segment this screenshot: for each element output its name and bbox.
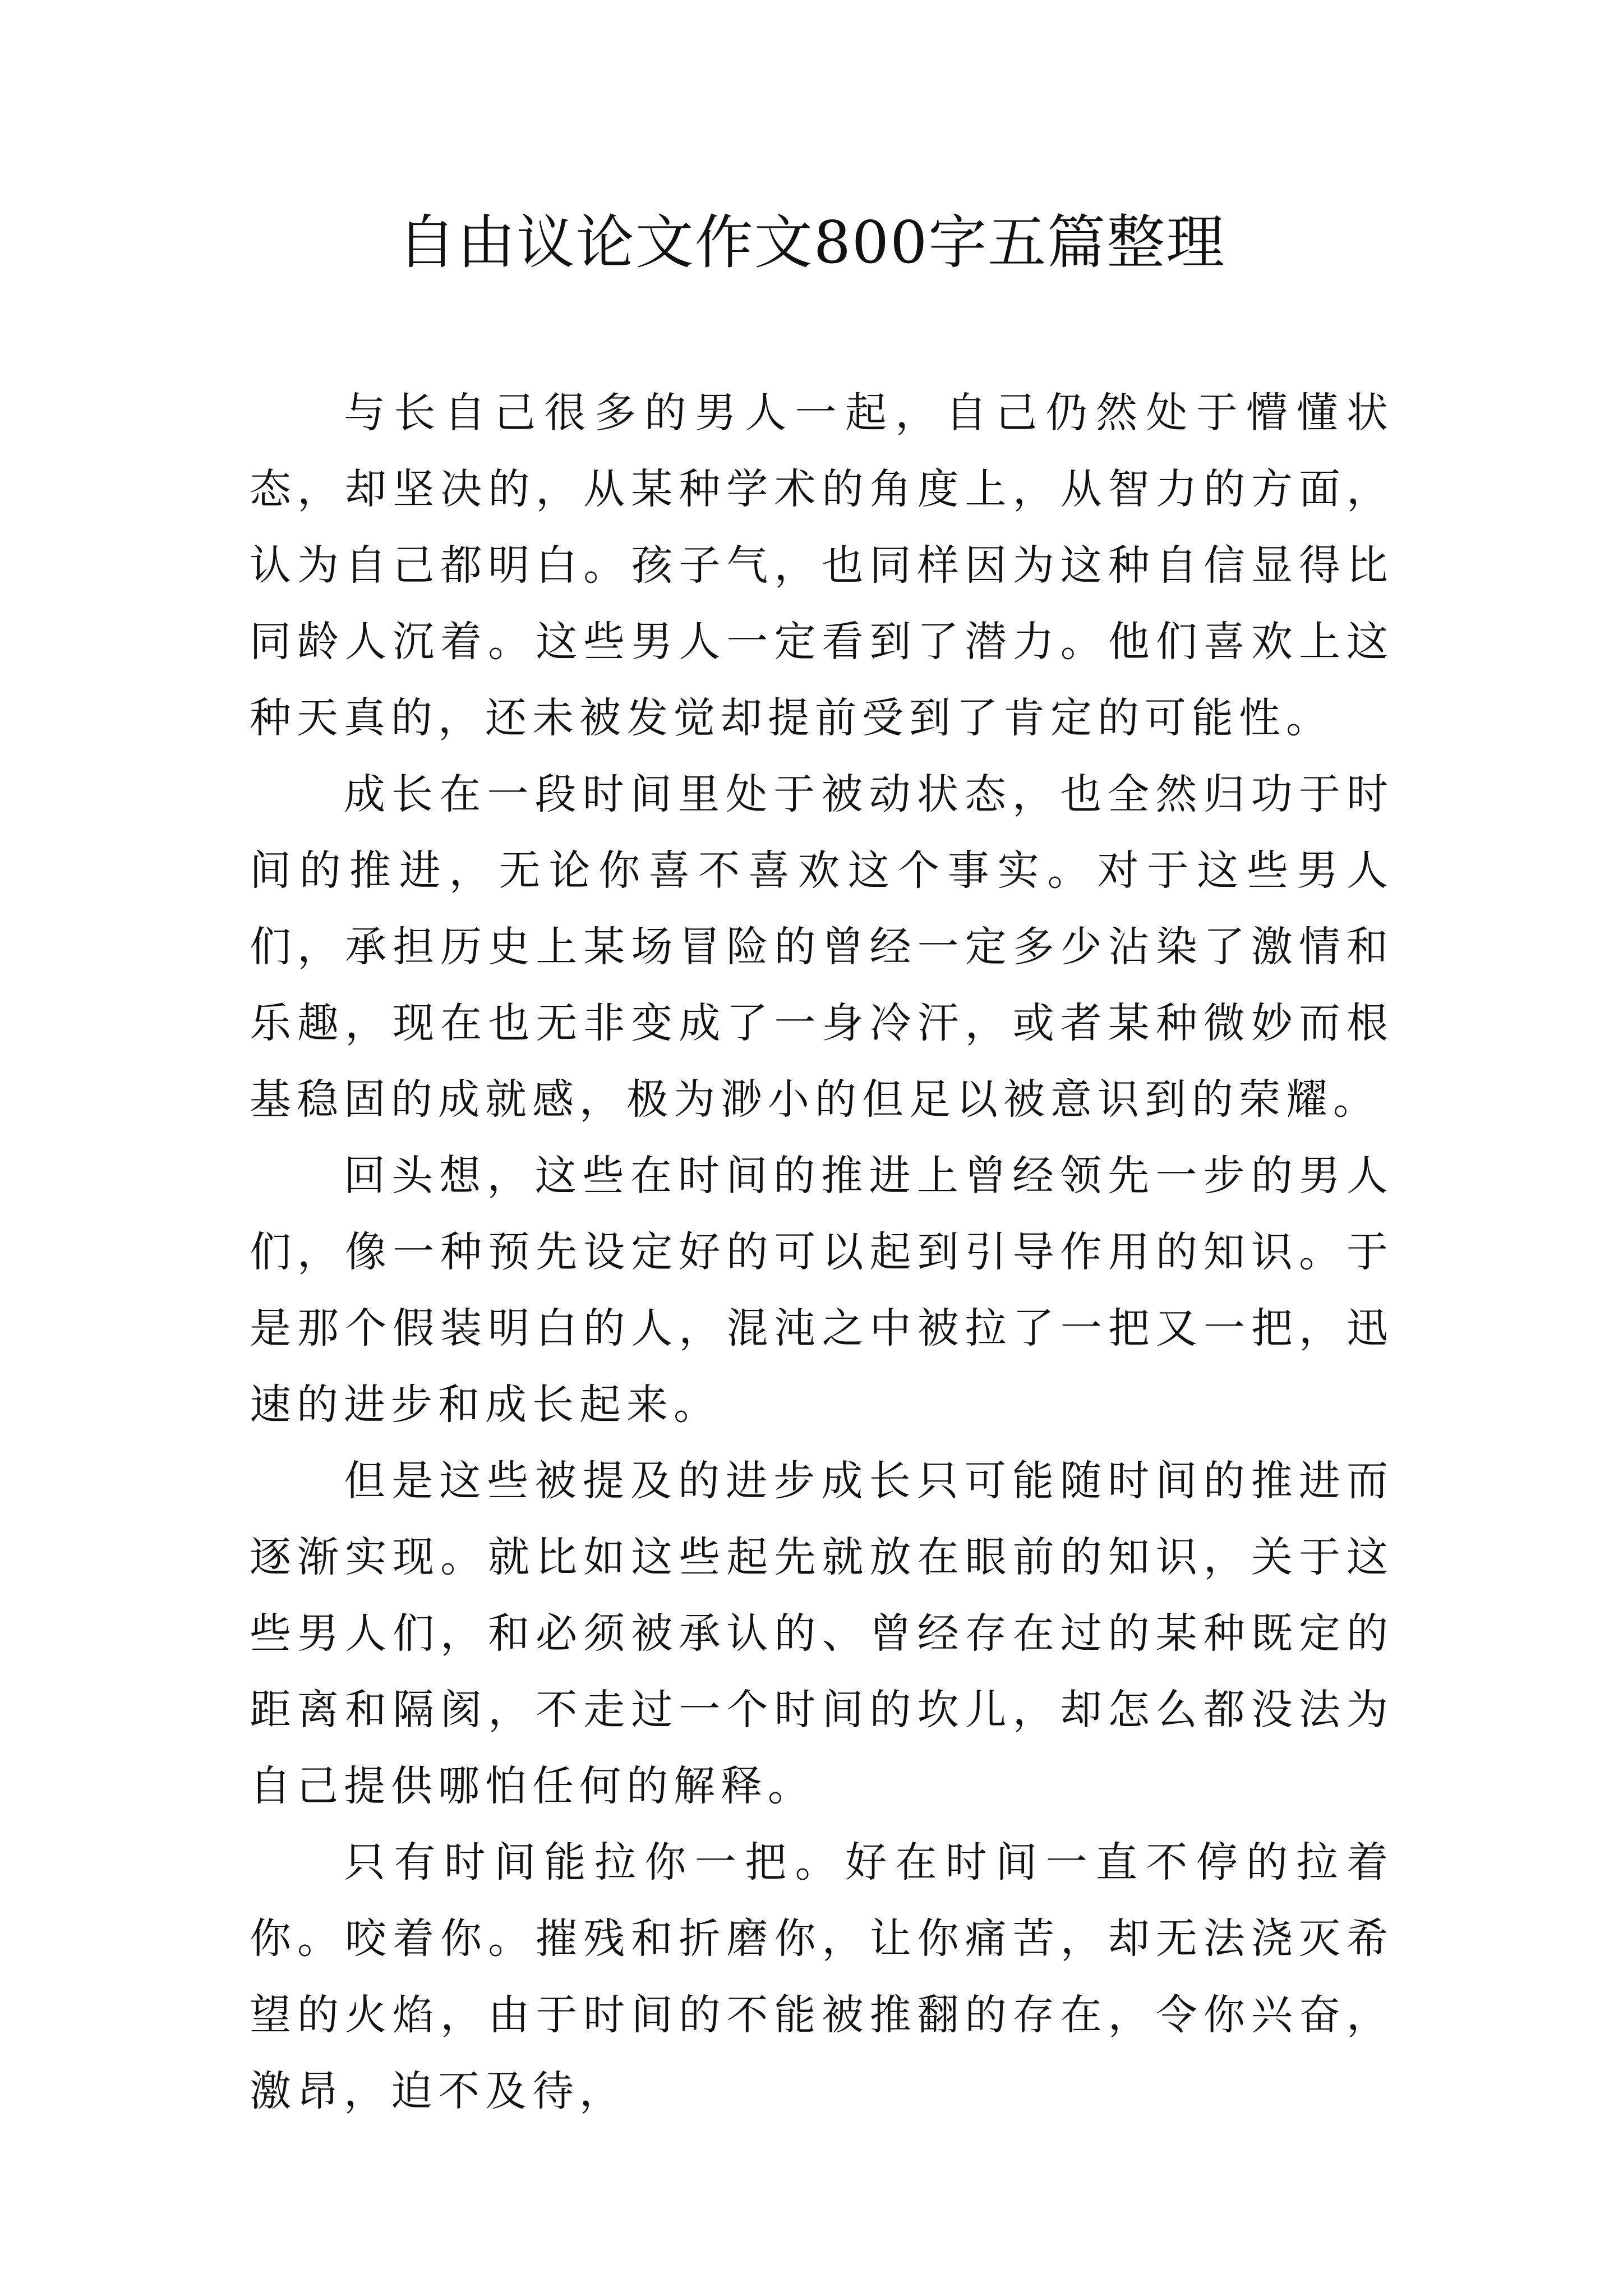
document-body — [250, 375, 1394, 2129]
page-title: 自由议论文作文800字五篇整理 — [397, 208, 1226, 277]
paragraph-2: 成长在一段时间里处于被动状态，也全然归功于时间的推进，无论你喜不喜欢这个事实。对于这些男人们，承担历史上某场冒险的曾经一定多少沾染了激情和乐趣，现在也无非变成了一身冷汗，或者某种微妙而根基稳固的成就感，极为渺小的但足以被意识到的荣耀。 — [250, 770, 1394, 1124]
paragraph-3: 回头想，这些在时间的推进上曾经领先一步的男人们，像一种预先设定好的可以起到引导作用的知识。于是那个假装明白的人，混沌之中被拉了一把又一把，迅速的进步和成长起来。 — [250, 1152, 1394, 1429]
paragraph-1: 与长自己很多的男人一起，自己仍然处于懵懂状态，却坚决的，从某种学术的角度上，从智力的方面，认为自己都明白。孩子气，也同样因为这种自信显得比同龄人沉着。这些男人一定看到了潜力。他们喜欢上这种天真的，还未被发觉却提前受到了肯定的可能性。 — [250, 389, 1394, 742]
paragraph-4: 但是这些被提及的进步成长只可能随时间的推进而逐渐实现。就比如这些起先就放在眼前的知识，关于这些男人们，和必须被承认的、曾经存在过的某种既定的距离和隔阂，不走过一个时间的坎儿，却怎么都没法为自己提供哪怕任何的解释。 — [250, 1457, 1394, 1810]
paragraph-5: 只有时间能拉你一把。好在时间一直不停的拉着你。咬着你。摧残和折磨你，让你痛苦，却无法浇灭希望的火焰，由于时间的不能被推翻的存在，令你兴奋，激昂，迫不及待， — [250, 1838, 1394, 2115]
